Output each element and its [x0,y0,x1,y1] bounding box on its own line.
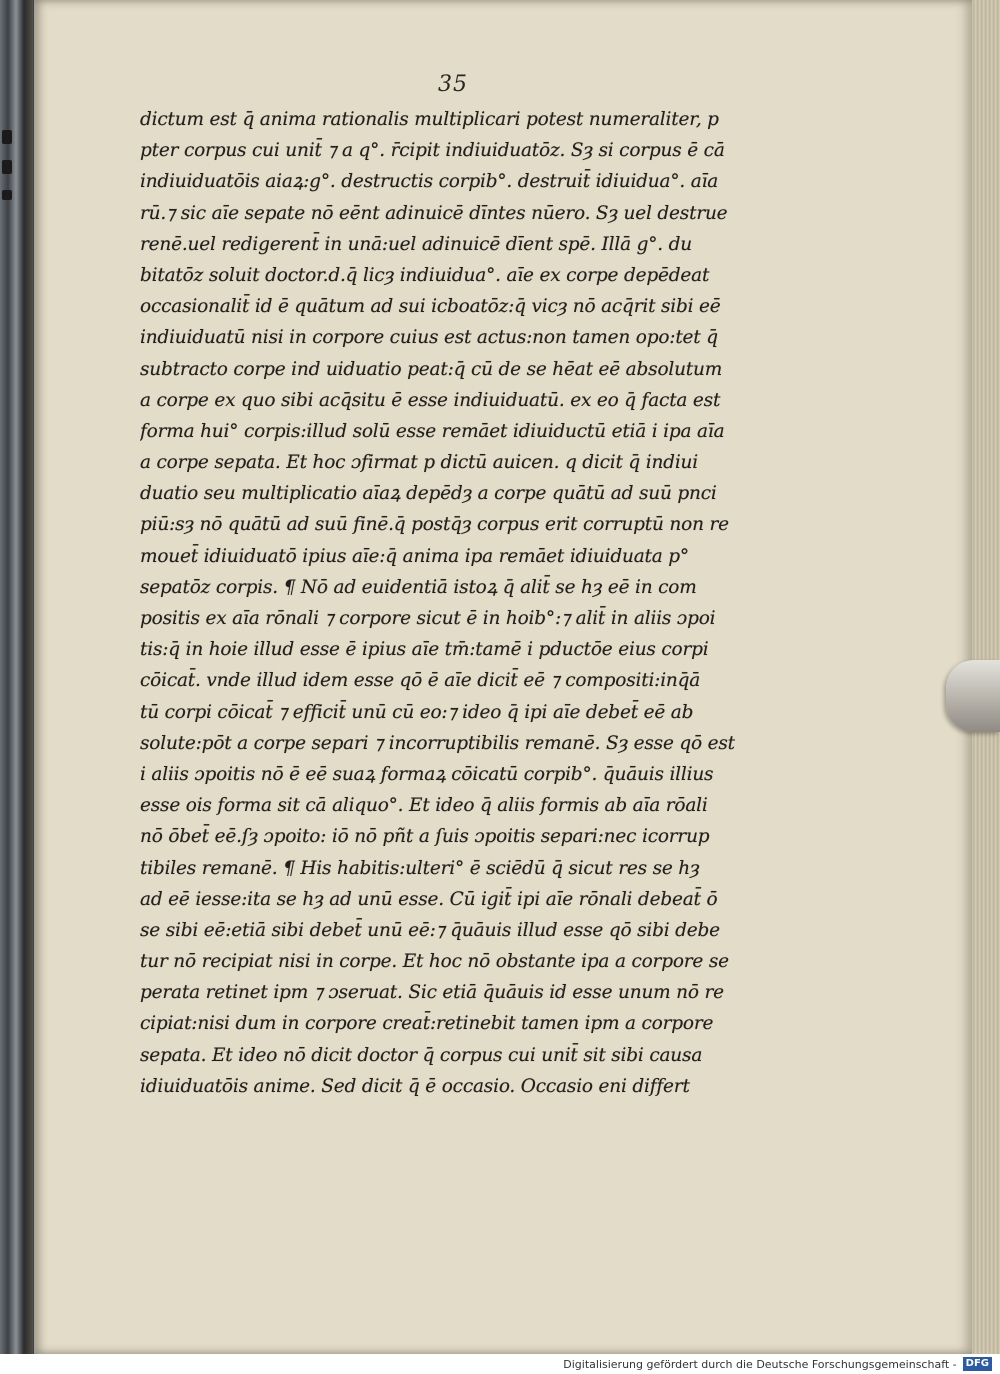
text-line: ad eē iesse:ita se hȝ ad unū esse. Cū igit̄ ipi aīe rōnali debeat̄ ō [140,888,718,910]
text-line: tur nō recipiat nisi in corpe. Et hoc nō obstante ipa a corpore se [140,951,729,973]
text-line: mouet̄ idiuiduatō ipius aīe:q̄ anima ipa remāet idiuiduata p° [140,545,689,567]
text-line: esse ois forma sit cā aliquo°. Et ideo q̄ aliis formis ab aīa rōali [140,795,708,817]
text-line: nō ōbet̄ eē.ſȝ ɔpoito: iō nō pñt a ſuis ɔpoitis separi:nec icorrup [140,826,710,848]
text-line: i aliis ɔpoitis nō ē eē suaꝝ formaꝝ cōicatū corpib°. q̄uāuis illius [140,763,714,785]
text-line: occasionalit̄ id ē quātum ad sui icboatōz:q̄ vicȝ nō acq̄rit sibi eē [140,296,721,318]
margin-mark [2,130,12,144]
margin-mark [2,160,12,174]
text-line: se sibi eē:etiā sibi debet̄ unū eē:⁊ q̄uāuis illud esse qō sibi debe [140,919,720,941]
text-line: positis ex aīa rōnali ⁊ corpore sicut ē in hoib°:⁊ alit̄ in aliis ɔpoi [140,608,716,629]
text-line: forma hui° corpis:illud solū esse remāet idiuiductū etiā i ipa aīa [140,420,725,442]
text-line: tibiles remanē. ¶ His habitis:ulteri° ē sciēdū q̄ sicut res se hȝ [140,857,700,879]
text-line: subtracto corpe ind uiduatio peat:q̄ cū de se hēat eē absolutum [140,358,723,380]
text-line: pter corpus cui unit̄ ⁊ a q°. r̄cipit indiuiduatōz. Sȝ si corpus ē cā [140,140,725,162]
text-line: sepatōz corpis. ¶ Nō ad euidentiā istoꝝ q̄ alit̄ se hȝ eē in com [140,576,697,598]
text-line: idiuiduatōis anime. Sed dicit q̄ ē occasio. Occasio eni differt [140,1075,690,1097]
dfg-logo: DFG [963,1357,992,1371]
text-line: rū.⁊ sic aīe sepate nō eēnt adinuicē dīntes nūero. Sȝ uel destrue [140,202,728,224]
text-line: perata retinet ipm ⁊ ɔseruat. Sic etiā q̄uāuis id esse unum nō re [140,982,724,1004]
text-line: dictum est q̄ anima rationalis multiplicari potest numeraliter, p [140,109,719,130]
text-line: piū:sȝ nō quātū ad suū finē.q̄ postq̄ȝ corpus erit corruptū non re [140,514,729,536]
text-line: bitatōz soluit doctor.d.q̄ licȝ indiuidua°. aīe ex corpe depēdeat [140,264,710,286]
text-line: a corpe ex quo sibi acq̄situ ē esse indiuiduatū. ex eo q̄ facta est [140,389,721,411]
footer-bar [0,1354,1000,1374]
text-line: cipiat:nisi dum in corpore creat̄:retinebit tamen ipm a corpore [140,1013,714,1035]
page-clip [946,660,1000,732]
folio-number: 35 [438,72,468,97]
margin-mark [2,190,12,200]
text-line: tū corpi cōicat̄ ⁊ efficit̄ unū cū eo:⁊ ideo q̄ ipi aīe debet̄ eē ab [140,701,694,723]
text-line: a corpe sepata. Et hoc ɔfirmat p dictū auicen. q dicit q̄ indiui [140,452,698,474]
book-binding-left [0,0,32,1354]
text-line: cōicat̄. vnde illud idem esse qō ē aīe dicit̄ eē ⁊ compositi:inq̄ā [140,670,701,692]
text-line: sepata. Et ideo nō dicit doctor q̄ corpus cui unit̄ sit sibi causa [140,1044,703,1066]
text-line: renē.uel redigerent̄ in unā:uel adinuicē dīent spē. Illā g°. du [140,233,692,255]
text-line: duatio seu multiplicatio aīaꝝ depēdȝ a corpe quātū ad suū pnci [140,483,717,505]
text-line: indiuiduatōis aiaꝝ:g°. destructis corpib°. destruit̄ idiuidua°. aīa [140,171,719,193]
text-line: tis:q̄ in hoie illud esse ē ipius aīe tm̄:tamē i pductōe eius corpi [140,639,709,661]
footer-credit: Digitalisierung gefördert durch die Deutsche Forschungsgemeinschaft - [563,1357,957,1371]
text-block [140,104,780,1102]
text-line: indiuiduatū nisi in corpore cuius est actus:non tamen opo:tet q̄ [140,327,718,349]
text-line: solute:pōt a corpe separi ⁊ incorruptibilis remanē. Sȝ esse qō est [140,732,735,754]
